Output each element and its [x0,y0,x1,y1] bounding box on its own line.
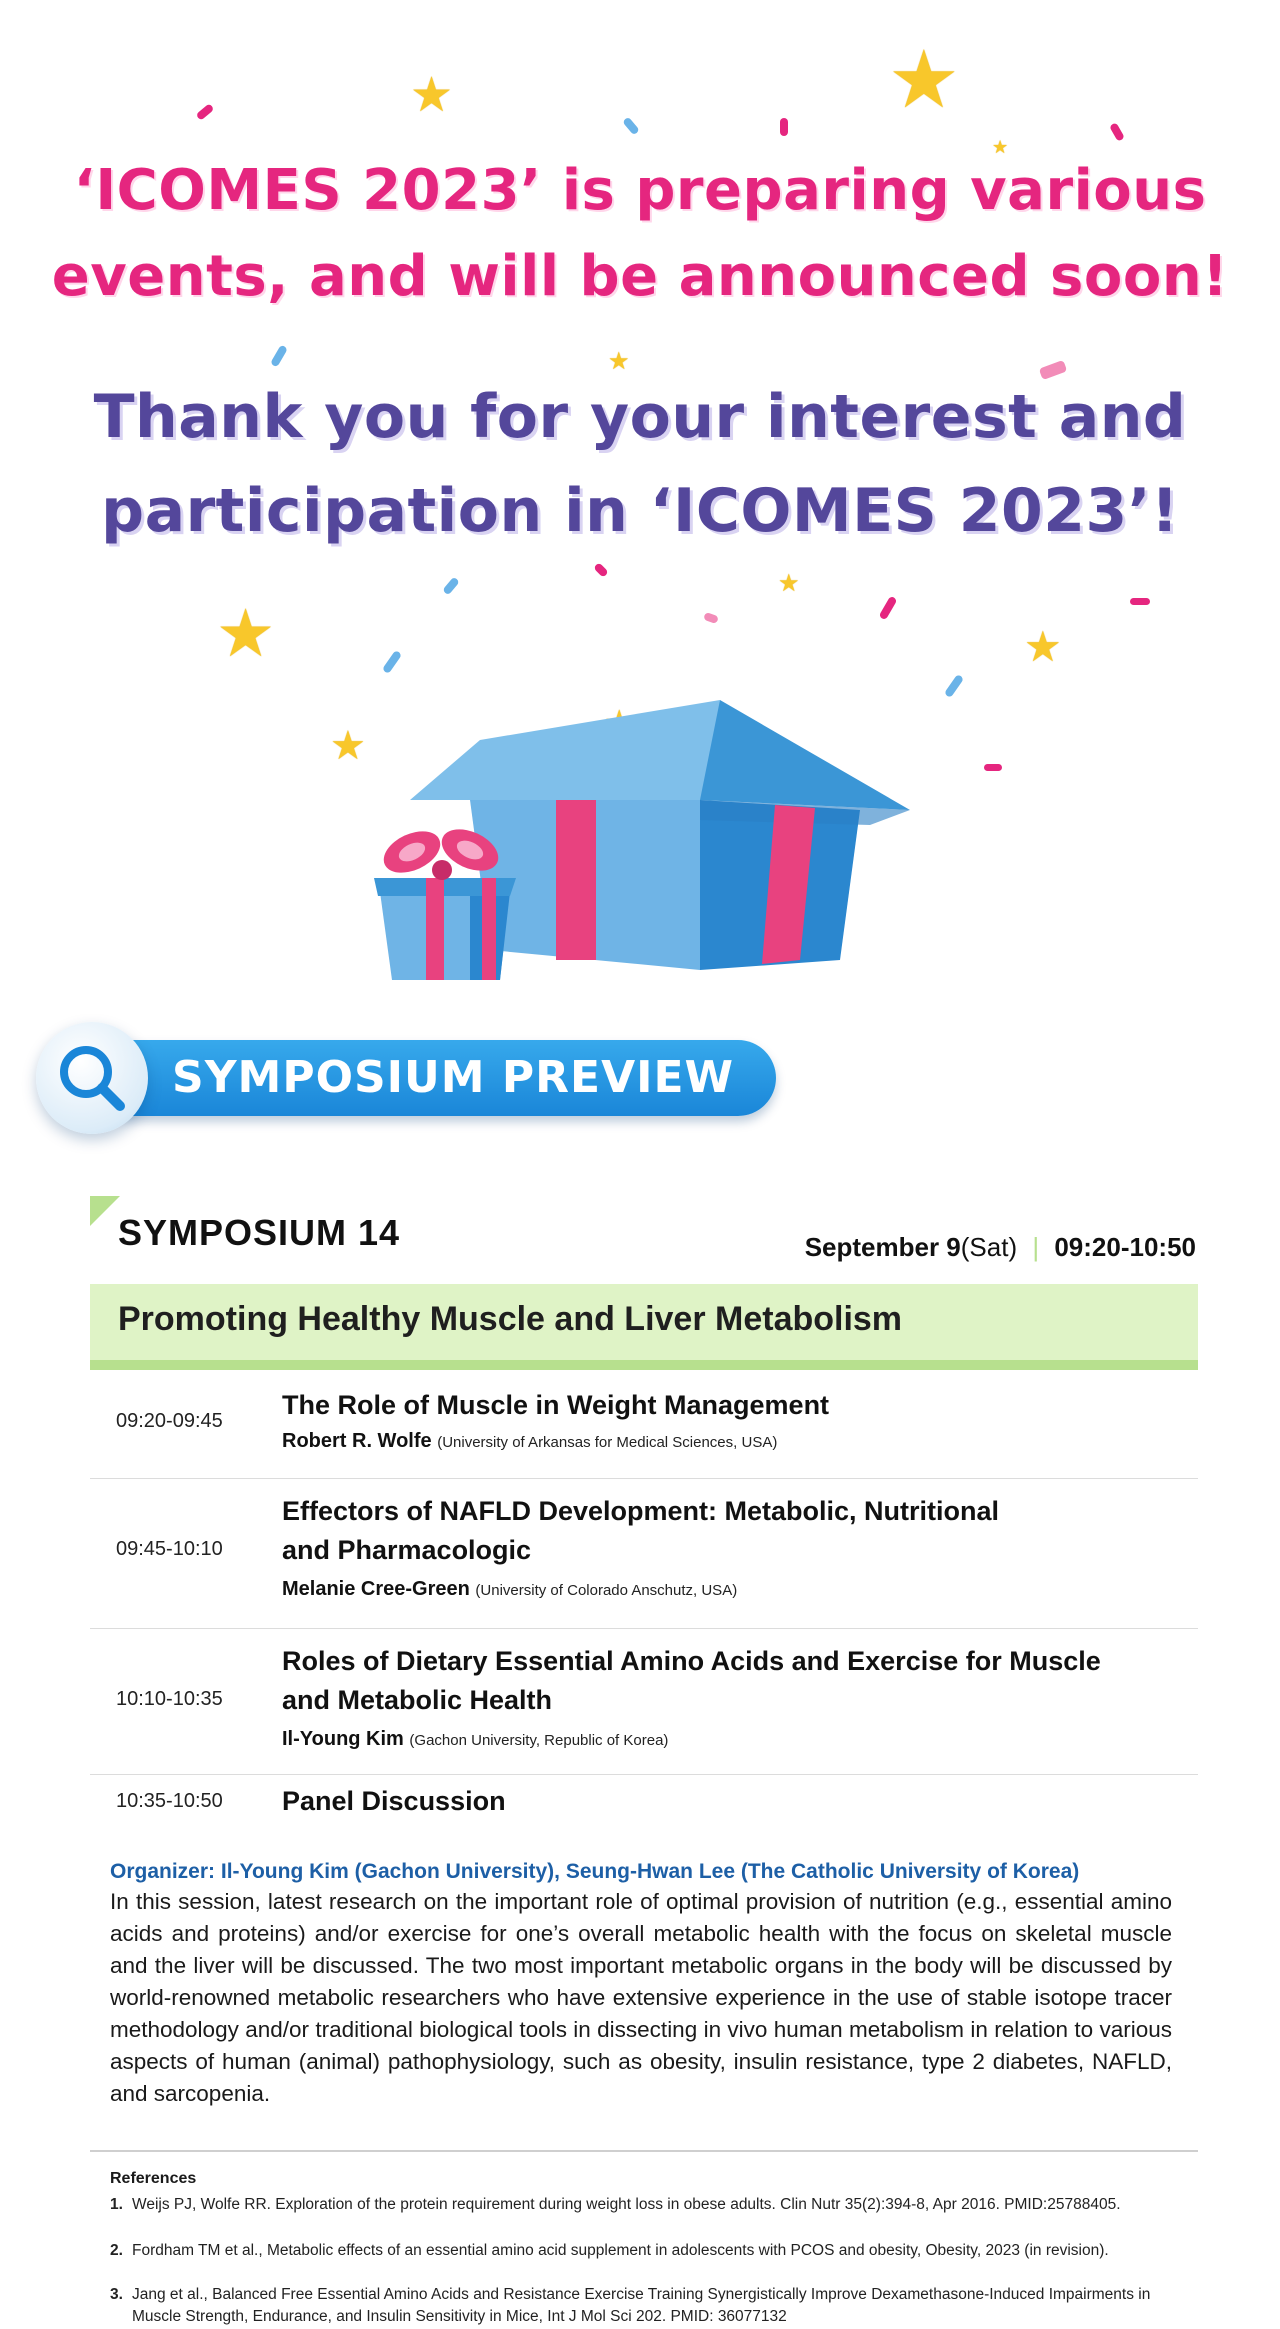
program-row [90,1370,1198,1479]
talk-time: 10:10-10:35 [116,1688,223,1710]
talk-title-line-1: Roles of Dietary Essential Amino Acids and Exercise for Muscle [282,1646,1101,1676]
speaker-affiliation: (University of Colorado Anschutz, USA) [475,1582,738,1599]
thanks-line-1: Thank you for your interest and [93,382,1187,452]
talk-time: 09:45-10:10 [116,1538,223,1560]
date-separator: | [1032,1232,1040,1262]
session-title-bar [90,1284,1198,1370]
reference-item [110,2284,1180,2328]
references-divider [90,2150,1198,2152]
symposium-title: SYMPOSIUM 14 [118,1212,401,1253]
talk-title [282,1492,1102,1570]
banner-label: SYMPOSIUM PREVIEW [172,1052,735,1103]
reference-item [110,2240,1180,2262]
talk-speaker [282,1430,777,1453]
talk-title-line-1: Effectors of NAFLD Development: Metabolic, Nutritional [282,1496,1000,1526]
session-title: Promoting Healthy Muscle and Liver Metabolism [118,1300,903,1338]
session-description: In this session, latest research on the important role of optimal provision of nutrition (e.g., essential amino acids and proteins) and/or exercise for one’s overall metabolic health with the focus on skeletal muscle and the liver will be discussed. The two most important metabolic organs in the body will be discussed by world-renowned metabolic researchers who have extensive experience in the use of stable isotope tracer methodology and/or traditional biological tools in dissecting in vivo human metabolism in relation to various aspects of human (animal) pathophysiology, such as obesity, insulin resistance, type 2 diabetes, NAFLD, and sarcopenia. [110,1889,1172,2106]
reference-text: Jang et al., Balanced Free Essential Amino Acids and Resistance Exercise Training Synergistically Improve Dexamethasone-Induced Impairments in Muscle Strength, Endurance, and Insulin Sensitivity in Mice, Int J Mol Sci 202. PMID: 36077132 [132,2286,1151,2325]
program-row [90,1628,1198,1775]
talk-title: Panel Discussion [282,1786,506,1816]
program-row [90,1478,1198,1629]
talk-speaker [282,1728,668,1751]
speaker-name: Melanie Cree-Green [282,1578,470,1600]
talk-time: 10:35-10:50 [116,1790,223,1812]
references-title: References [110,2170,197,2187]
talk-title-line-2: and Metabolic Health [282,1685,553,1715]
speaker-affiliation: (University of Arkansas for Medical Sciences, USA) [437,1434,778,1451]
day-text: (Sat) [960,1232,1018,1262]
thanks-headline [0,370,1280,558]
symposium-date [805,1232,1196,1263]
talk-title: The Role of Muscle in Weight Management [282,1390,830,1420]
date-text: September 9 [804,1232,961,1262]
announcement-headline [0,148,1280,320]
reference-item [110,2194,1180,2216]
thanks-line-2: participation in ‘ICOMES 2023’! [101,476,1179,546]
reference-number: 3. [110,2286,123,2303]
speaker-name: Robert R. Wolfe [282,1430,432,1452]
magnifier-icon [36,1022,148,1134]
speaker-name: Il-Young Kim [282,1728,404,1750]
talk-title [282,1642,1102,1720]
program-row [90,1774,1198,1828]
reference-number: 1. [110,2196,123,2213]
banner-icon-circle [36,1022,148,1134]
gift-box-illustration [370,660,950,980]
reference-text: Weijs PJ, Wolfe RR. Exploration of the protein requirement during weight loss in obese adults. Clin Nutr 35(2):394-8, Apr 2016. PMID:25788405. [132,2196,1121,2213]
symposium-preview-banner [36,1022,776,1134]
organizer-line: Organizer: Il-Young Kim (Gachon University), Seung-Hwan Lee (The Catholic University of Korea) [110,1860,1080,1883]
talk-speaker [282,1578,737,1601]
reference-text: Fordham TM et al., Metabolic effects of an essential amino acid supplement in adolescents with PCOS and obesity, Obesity, 2023 (in revision). [132,2242,1109,2259]
announcement-line-1: ‘ICOMES 2023’ is preparing various [73,158,1207,223]
time-text: 09:20-10:50 [1054,1232,1196,1262]
corner-triangle [90,1196,120,1226]
speaker-affiliation: (Gachon University, Republic of Korea) [409,1732,669,1749]
reference-number: 2. [110,2242,123,2259]
talk-title-line-2: and Pharmacologic [282,1535,532,1565]
announcement-line-2: events, and will be announced soon! [51,244,1229,309]
talk-time: 09:20-09:45 [116,1410,223,1432]
